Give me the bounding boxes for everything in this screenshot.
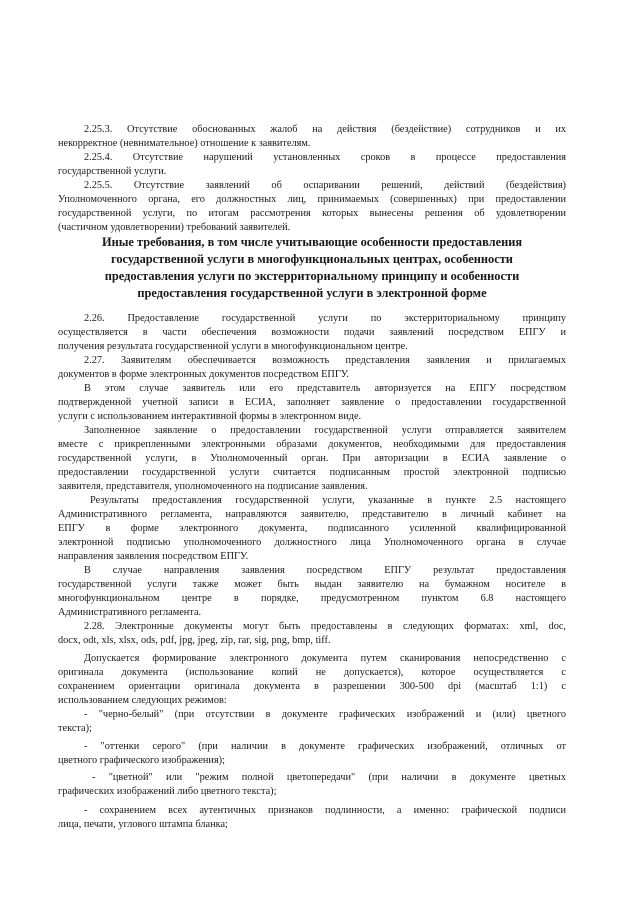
para-2-25-5-line: государственной услуги, по итогам рассмотрения которых вынесены решения об удовлетворении: [58, 208, 566, 219]
para-authorize-line: В этом случае заявитель или его представитель авторизуется на ЕПГУ посредством: [84, 383, 566, 394]
para-paper-line: многофункциональном центре в порядке, предусмотренном пунктом 6.8 настоящего: [58, 593, 566, 604]
para-2-25-5-line: Уполномоченного органа, его должностных лиц, принимаемых (совершенных) при предоставлении: [58, 194, 566, 205]
para-2-25-4-line: 2.25.4. Отсутствие нарушений установленных сроков в процессе предоставления: [84, 152, 566, 163]
list-item-bw-line: текста);: [58, 723, 92, 734]
list-item-color-line: - "цветной" или "режим полной цветопередачи" (при наличии в документе цветных: [92, 772, 566, 783]
section-heading-line: предоставления услуги по экстерриториальному принципу и особенности: [104, 269, 520, 283]
para-results-line: Результаты предоставления государственной услуги, указанные в пункте 2.5 настоящего: [90, 495, 566, 506]
para-2-26-line: получения результата государственной услуги в многофункциональном центре.: [58, 341, 408, 352]
section-heading-line: государственной услуги в многофункциональных центрах, особенности: [111, 252, 513, 266]
para-2-27-line: 2.27. Заявителям обеспечивается возможность представления заявления и прилагаемых: [84, 355, 566, 366]
para-filled-line: Заполненное заявление о предоставлении государственной услуги отправляется заявителем: [84, 425, 566, 436]
section-heading-line: Иные требования, в том числе учитывающие особенности предоставления: [101, 235, 523, 249]
para-results-line: электронной подписью уполномоченного должностного лица Уполномоченного органа в случае: [58, 537, 566, 548]
para-2-28-line: docx, odt, xls, xlsx, ods, pdf, jpg, jpeg, zip, rar, sig, png, bmp, tiff.: [58, 635, 331, 646]
para-2-25-3-line: 2.25.3. Отсутствие обоснованных жалоб на действия (бездействие) сотрудников и их: [84, 124, 566, 135]
para-scan-line: Допускается формирование электронного документа путем сканирования непосредственно с: [84, 653, 566, 664]
para-paper-line: государственной услуги также может быть выдан заявителю на бумажном носителе в: [58, 579, 566, 590]
para-results-line: ЕПГУ в форме электронного документа, подписанного усиленной квалифицированной: [58, 523, 566, 534]
para-filled-line: государственной услуги, в Уполномоченный орган. При авторизации в ЕСИА заявление о: [58, 453, 566, 464]
para-scan-line: оригинала документа (использование копий не допускается), которое осуществляется с: [58, 667, 566, 678]
para-paper-line: В случае направления заявления посредством ЕПГУ результат предоставления: [84, 565, 566, 576]
para-2-26-line: 2.26. Предоставление государственной услуги по экстерриториальному принципу: [84, 313, 566, 324]
para-results-line: направления заявления посредством ЕПГУ.: [58, 551, 249, 562]
para-scan-line: использованием следующих режимов:: [58, 695, 227, 706]
para-paper-line: Административного регламента.: [58, 607, 202, 618]
list-item-authentic-line: - сохранением всех аутентичных признаков подлинности, а именно: графической подписи: [84, 805, 566, 816]
para-2-25-5-line: (частичном удовлетворении) требований заявителей.: [58, 222, 291, 233]
list-item-color-line: графических изображений либо цветного текста);: [58, 786, 277, 797]
para-2-26-line: осуществляется в части обеспечения возможности подачи заявлений посредством ЕПГУ и: [58, 327, 566, 338]
list-item-bw-line: - "черно-белый" (при отсутствии в документе графических изображений и (или) цветного: [84, 709, 566, 720]
para-2-28-line: 2.28. Электронные документы могут быть предоставлены в следующих форматах: xml, doc,: [84, 621, 566, 632]
para-2-27-line: документов в форме электронных документов посредством ЕПГУ.: [58, 369, 349, 380]
para-scan-line: сохранением ориентации оригинала документа в разрешении 300-500 dpi (масштаб 1:1) с: [58, 681, 566, 692]
list-item-authentic-line: лица, печати, углового штампа бланка;: [58, 819, 228, 830]
list-item-gray-line: цветного графического изображения);: [58, 755, 225, 766]
para-authorize-line: подтвержденной учетной записи в ЕСИА, заполняет заявление о предоставлении государственной: [58, 397, 566, 408]
list-item-gray-line: - "оттенки серого" (при наличии в документе графических изображений, отличных от: [84, 741, 566, 752]
para-2-25-5-line: 2.25.5. Отсутствие заявлений об оспаривании решений, действий (бездействия): [84, 180, 566, 191]
section-heading-line: предоставления государственной услуги в электронной форме: [137, 286, 487, 300]
para-2-25-4-line: государственной услуги.: [58, 166, 167, 177]
para-results-line: Административного регламента, направляются заявителю, представителю в личный кабинет на: [58, 509, 566, 520]
para-authorize-line: услуги с использованием интерактивной формы в электронном виде.: [58, 411, 362, 422]
para-filled-line: предоставлении государственной услуги считается подписанным простой электронной подписью: [58, 467, 566, 478]
para-filled-line: вместе с прикрепленными электронными образами документов, необходимыми для предоставления: [58, 439, 566, 450]
para-filled-line: заявителя, представителя, уполномоченного на подписание заявления.: [58, 481, 368, 492]
para-2-25-3-line: некорректное (невнимательное) отношение к заявителям.: [58, 138, 311, 149]
